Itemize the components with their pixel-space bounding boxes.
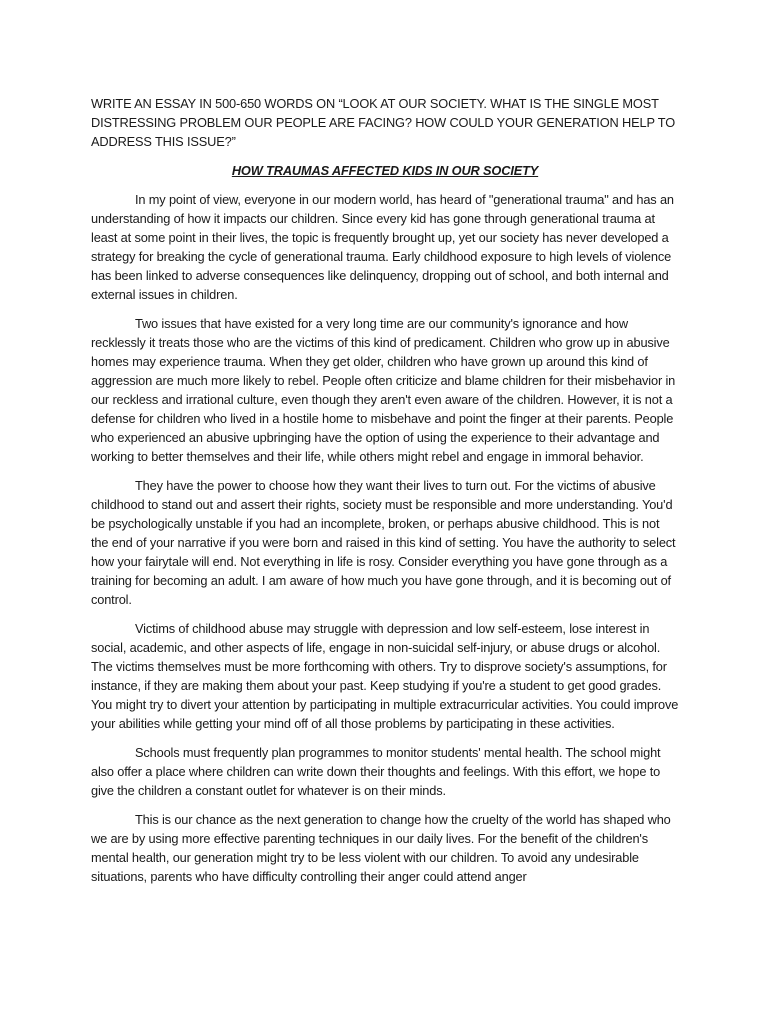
paragraph-4: Victims of childhood abuse may struggle with depression and low self-esteem, lose interest in social, academic, and other aspects of life, engage in non-suicidal self-injury, or abuse drugs or alcohol. The victims themselves must be more forthcoming with others. Try to disprove society's assumptions, for instance, if they are making them about your past. Keep studying if you're a student to get good grades. You might try to divert your attention by participating in multiple extracurricular activities. You could improve your abilities while getting your mind off of all those problems by participating in these activities. (91, 621, 679, 731)
paragraph-6: This is our chance as the next generation to change how the cruelty of the world has shaped who we are by using more effective parenting techniques in our daily lives. For the benefit of the children's mental health, our generation might try to be less violent with our children. To avoid any undesirable situations, parents who have difficulty controlling their anger could attend anger (91, 812, 671, 884)
paragraph-1: In my point of view, everyone in our modern world, has heard of "generational trauma" and has an understanding of how it impacts our children. Since every kid has gone through generational trauma at least at some point in their lives, the topic is frequently brought up, yet our society has never developed a strategy for breaking the cycle of generational trauma. Early childhood exposure to high levels of violence has been linked to adverse consequences like delinquency, dropping out of school, and both internal and external issues in children. (91, 192, 674, 302)
essay-prompt: WRITE AN ESSAY IN 500-650 WORDS ON “LOOK AT OUR SOCIETY. WHAT IS THE SINGLE MOST DISTRESSING PROBLEM OUR PEOPLE ARE FACING? HOW COULD YOUR GENERATION HELP TO ADDRESS THIS ISSUE?” (91, 96, 676, 149)
paragraph-5: Schools must frequently plan programmes to monitor students' mental health. The school might also offer a place where children can write down their thoughts and feelings. With this effort, we hope to give the children a constant outlet for whatever is on their minds. (91, 745, 661, 798)
paragraph-2: Two issues that have existed for a very long time are our community's ignorance and how recklessly it treats those who are the victims of this kind of predicament. Children who grow up in abusive homes may experience trauma. When they get older, children who have grown up around this kind of aggression are much more likely to rebel. People often criticize and blame children for their misbehavior in our reckless and irrational culture, even though they aren't even aware of the children. However, it is not a defense for children who lived in a hostile home to misbehave and point the finger at their parents. People who experienced an abusive upbringing have the option of using the experience to their advantage and working to better themselves and their life, while others might rebel and engage in immoral behavior. (91, 316, 676, 464)
document-body (91, 94, 679, 896)
paragraph-3: They have the power to choose how they want their lives to turn out. For the victims of abusive childhood to stand out and assert their rights, society must be responsible and more understanding. You'd be psychologically unstable if you had an incomplete, broken, or perhaps abusive childhood. This is not the end of your narrative if you were born and raised in this kind of setting. You have the authority to select how your fairytale will end. Not everything in life is rosy. Consider everything you have gone through as a training for becoming an adult. I am aware of how much you have gone through, and it is becoming out of control. (91, 478, 676, 607)
essay-title: HOW TRAUMAS AFFECTED KIDS IN OUR SOCIETY (231, 163, 539, 178)
